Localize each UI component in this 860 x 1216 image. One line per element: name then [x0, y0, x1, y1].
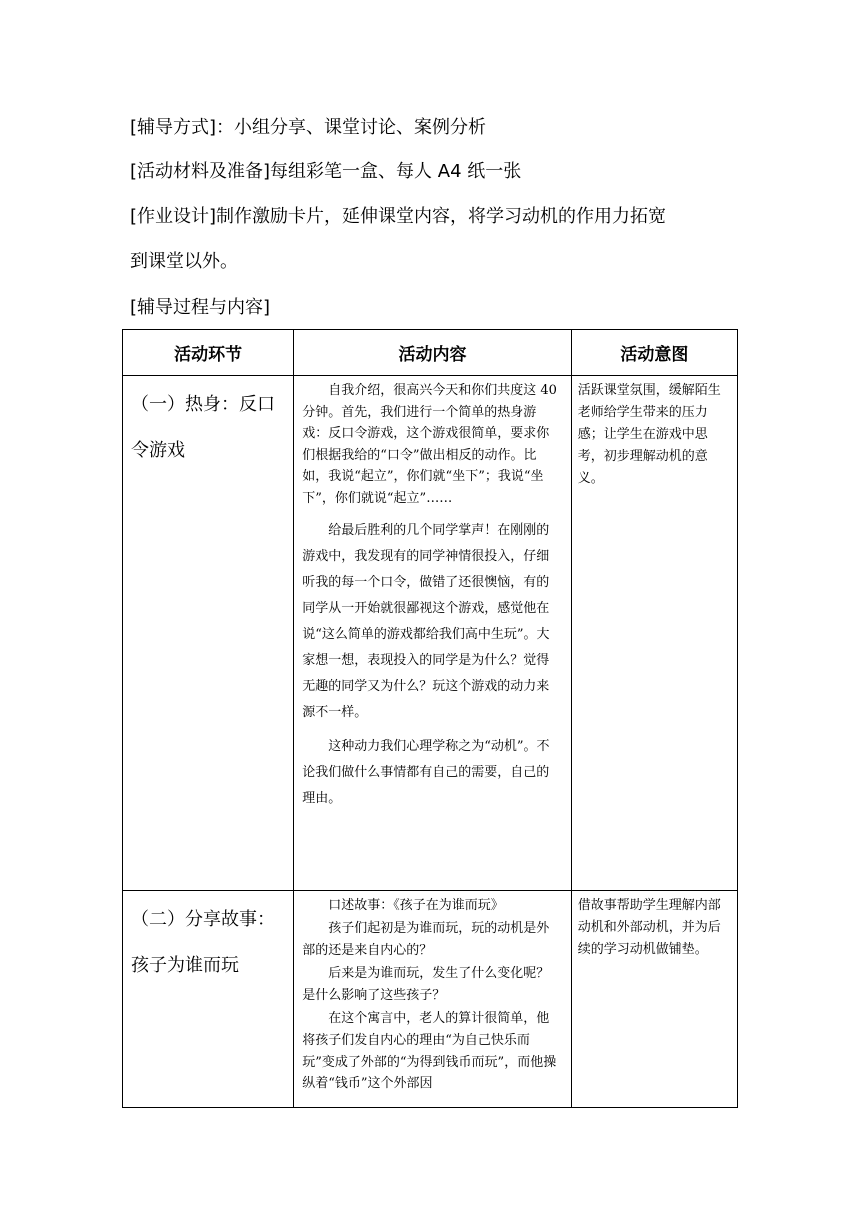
content-paragraph: 口述故事：《孩子在为谁而玩》: [328, 898, 504, 913]
process-heading: [辅导过程与内容]: [130, 297, 271, 318]
content-paragraph: 给最后胜利的几个同学掌声！在刚刚的游戏中，我发现有的同学神情很投入，仔细听我的每一个口令，做错了还很懊恼，有的同学从一开始就很鄙视这个游戏，感觉他在说“这么简单的游戏都给我们高中生玩”。大家想一想，表现投入的同学是为什么？觉得无趣的同学又为什么？玩这个游戏的动力来源不一样。: [302, 522, 550, 720]
homework-design-line2: 到课堂以外。: [130, 251, 238, 272]
header-stage: 活动环节: [123, 330, 294, 376]
materials-preparation: [活动材料及准备]每组彩笔一盒、每人 A4 纸一张: [130, 161, 522, 182]
stage-cell: [123, 891, 294, 1108]
activity-purpose: 借故事帮助学生理解内部动机和外部动机，并为后续的学习动机做铺垫。: [577, 898, 721, 957]
purpose-cell: [571, 376, 737, 891]
content-cell: [294, 376, 571, 891]
content-paragraph: 后来是为谁而玩，发生了什么变化呢？是什么影响了这些孩子？: [302, 966, 550, 1003]
content-paragraph: 孩子们起初是为谁而玩，玩的动机是外部的还是来自内心的？: [302, 921, 550, 958]
content-paragraph: 这种动力我们心理学称之为“动机”。不论我们做什么事情都有自己的需要，自己的理由。: [302, 738, 550, 806]
activity-content: [294, 376, 570, 812]
homework-design-line1: [作业设计]制作激励卡片，延伸课堂内容，将学习动机的作用力拓宽: [130, 206, 667, 227]
stage-name: （一）热身：反口令游戏: [131, 394, 275, 461]
activity-table: [122, 329, 738, 1108]
table-row: [123, 891, 738, 1108]
content-paragraph: 在这个寓言中，老人的算计很简单，他将孩子们发自内心的理由“为自己快乐而玩”变成了外部的“为得到钱币而玩”，而他操纵着“钱币”这个外部因: [302, 1011, 557, 1092]
stage-cell: [123, 376, 294, 891]
activity-purpose: 活跃课堂氛围，缓解陌生老师给学生带来的压力感；让学生在游戏中思考，初步理解动机的意义。: [577, 383, 721, 486]
stage-name: （二）分享故事：孩子为谁而玩: [131, 909, 275, 976]
content-cell: [294, 891, 571, 1108]
header-purpose: 活动意图: [571, 330, 737, 376]
content-paragraph: 自我介绍，很高兴今天和你们共度这 40 分钟。首先，我们进行一个简单的热身游戏：反口令游戏，这个游戏很简单，要求你们根据我给的“口令”做出相反的动作。比如，我说“起立”，你们就“坐下”；我说“坐下”，你们就说“起立”……: [302, 383, 557, 506]
guidance-method: [辅导方式]：小组分享、课堂讨论、案例分析: [130, 117, 487, 138]
activity-content: [294, 891, 570, 1095]
purpose-cell: [571, 891, 737, 1108]
header-content: 活动内容: [294, 330, 571, 376]
table-row: [123, 376, 738, 891]
table-header-row: [123, 330, 738, 376]
